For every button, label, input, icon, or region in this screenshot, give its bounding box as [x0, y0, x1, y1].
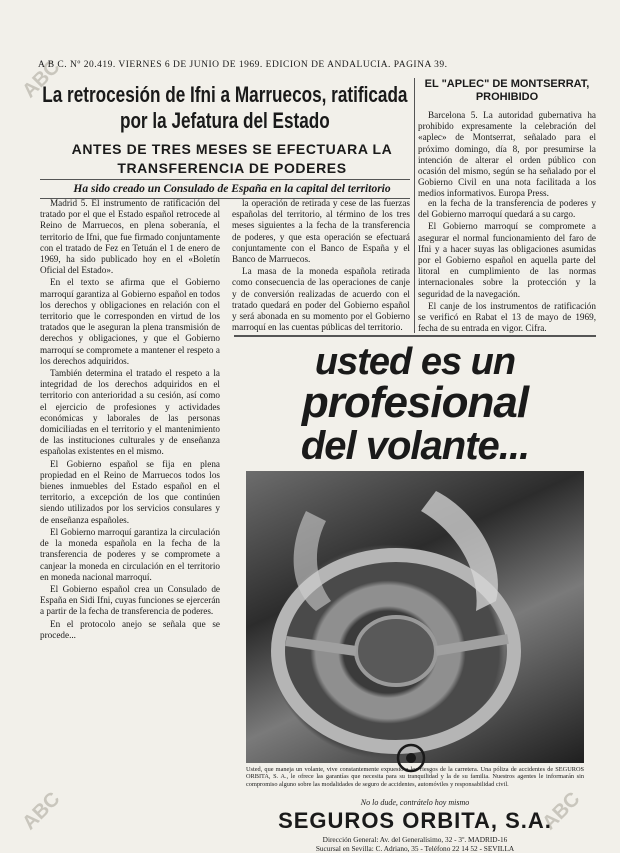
paragraph: El Gobierno marroquí garantiza la circulación de la moneda española en la fecha de la transferencia de poderes y se compromete a canjear la moneda en circulación en el territorio en moneda nacional marroquí. — [40, 526, 220, 582]
orbita-logo-icon — [396, 743, 426, 773]
paragraph: Madrid 5. El instrumento de ratificación del tratado por el que el Estado español retrocede al Reino de Marruecos, en plena soberanía, el territorio de Ifni, que fue firmado conjuntamente con el tratado de Fez en Tetuán el 1 de enero de 1969, ha sido publicado hoy en el «Boletín Oficial del Estado». — [40, 198, 220, 276]
ad-top-rule — [234, 335, 596, 337]
paragraph: la operación de retirada y cese de las fuerzas españolas del territorio, al término de los tres meses siguientes a la fecha de la transferencia de poderes, y que esta operación se efectuará conjuntamente con el Banco de España y el Banco de Marruecos. — [232, 198, 410, 265]
steering-wheel-illustration — [246, 471, 584, 763]
paragraph: La masa de la moneda española retirada como consecuencia de las operaciones de canje y de conversión realizadas de acuerdo con el tratado quedará en poder del Gobierno español y será abonada en su momento por el Gobierno marroquí en las cuentas públicas del territorio. — [232, 266, 410, 333]
kicker-rule-top — [40, 179, 410, 180]
ad-slogan — [234, 343, 596, 467]
ad-call-to-action: No lo dude, contrátelo hoy mismo — [360, 798, 470, 807]
address-line: Sucursal en Sevilla: C. Adriano, 35 - Teléfono 22 14 52 - SEVILLA — [315, 844, 515, 853]
watermark-bottom-left: ABC — [18, 788, 65, 835]
brand-address — [234, 835, 596, 853]
column-divider-right — [414, 78, 415, 333]
watermark-bottom-right: ABC — [538, 788, 585, 835]
page-header: A B C. Nº 20.419. VIERNES 6 DE JUNIO DE 1969. EDICION DE ANDALUCIA. PAGINA 39. — [38, 60, 448, 70]
address-line: Dirección General: Av. del Generalísimo, 32 - 3º. MADRID-16 — [322, 835, 508, 844]
hand-shape — [421, 491, 498, 611]
paragraph: El Gobierno español se fija en plena propiedad en el Reino de Marruecos todos los bienes inmuebles del Estado español en el territorio, a excepción de los que continúen siendo utilizados por los servicios consulares y de enseñanza españoles. — [40, 458, 220, 525]
steering-wheel-photo — [246, 471, 584, 763]
wheel-spoke — [436, 639, 508, 651]
paragraph: El Gobierno marroquí se compromete a asegurar el normal funcionamiento del faro de Ifni y a hacer suyas las obligaciones asumidas por el Gobierno español en aquella parte del litoral en cumplimiento de las normas internacionales sobre la protección y la seguridad de la navegación. — [418, 221, 596, 299]
paragraph: en la fecha de la transferencia de poderes y del Gobierno marroquí quedará a su cargo. — [418, 198, 596, 220]
brand-name: SEGUROS ORBITA, S.A. — [278, 808, 552, 833]
article-column-2 — [232, 198, 410, 333]
paragraph: También determina el tratado el respeto a la integridad de los derechos adquiridos en el territorio con anterioridad a su cesión, así como el ejercicio de profesiones y actividades económicas y laborales de las personas domiciliadas en el territorio y el mantenimiento de las instituciones culturales y de enseñanza españolas existentes en el mismo. — [40, 368, 220, 457]
paragraph: El canje de los instrumentos de ratificación se verificó en Rabat el 13 de mayo de 1969, fecha de su entrada en vigor. Cifra. — [418, 300, 596, 334]
article-column-1 — [40, 198, 220, 838]
paragraph: El Gobierno español crea un Consulado de España en Sidi Ifni, cuyas funciones se ejercerán a partir de la fecha de transferencia de poderes. — [40, 583, 220, 617]
kicker: Ha sido creado un Consulado de España en la capital del territorio — [73, 183, 391, 195]
paragraph: En el protocolo anejo se señala que se procede... — [40, 618, 220, 640]
side-article-body — [418, 110, 596, 199]
wheel-spoke — [286, 641, 356, 651]
subheadline: ANTES DE TRES MESES SE EFECTUARA LA TRANSFERENCIA DE PODERES — [71, 141, 393, 176]
ad-caption: Usted, que maneja un volante, vive constantemente expuesto a los riesgos de la carretera. Una póliza de accidentes de SEGUROS ORBITA, S. A., le ofrece las garantías que necesita para su tranquilidad y la de su familia. Nuestros agentes le informarán sin compromiso alguno sobre las modalidades de seguro de accidentes, automóviles y responsabilidad civil. — [246, 766, 584, 788]
ad-slogan-line: del volante... — [300, 424, 530, 468]
wheel-hub — [356, 617, 436, 685]
ad-slogan-line: profesional — [301, 378, 529, 427]
side-article-title: EL "APLEC" DE MONTSERRAT, PROHIBIDO — [424, 78, 590, 103]
ad-slogan-line: usted es un — [314, 341, 516, 383]
watermark-top-left: ABC — [18, 56, 65, 103]
insurance-advertisement — [234, 341, 596, 853]
paragraph: Barcelona 5. La autoridad gubernativa ha prohibido expresamente la celebración del «aplec» de Montserrat, señalado para el próximo domingo, día 8, por presumirse la intención de alterar el orden público con ocasión del mismo, según se ha señalado por el Gobierno Civil en una nota facilitada a los medios informativos. Europa Press. — [418, 110, 596, 199]
paragraph: En el texto se afirma que el Gobierno marroquí garantiza al Gobierno español en todos los derechos y obligaciones en relación con el territorio que le corresponden en virtud de los tratados que le aseguran la plena transmisión de derechos y obligaciones, y que el Gobierno marroquí se compromete a mantener el respeto a los derechos adquiridos. — [40, 277, 220, 366]
headline: La retrocesión de Ifni a Marruecos, ratificada por la Jefatura del Estado — [42, 82, 408, 133]
article-column-3 — [418, 198, 596, 334]
